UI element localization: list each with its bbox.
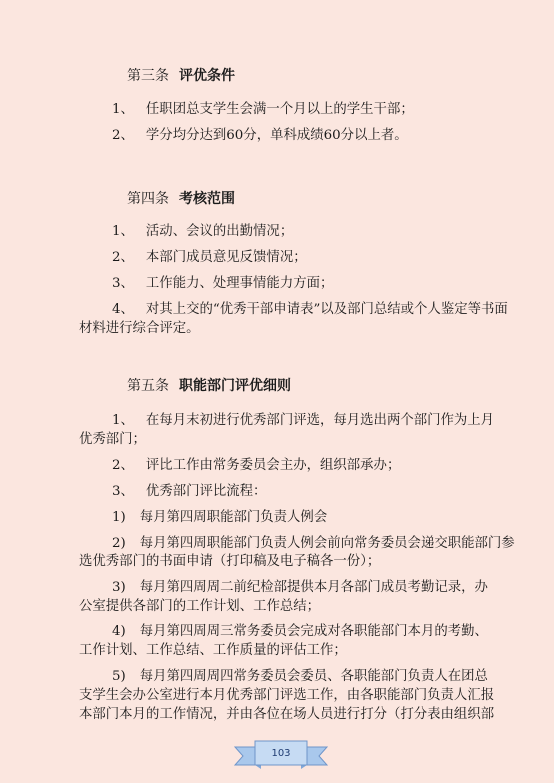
article-4-title: 考核范围: [179, 191, 235, 207]
item-text: 活动、会议的出勤情况；: [145, 224, 294, 239]
subitem-number: 2): [112, 536, 126, 551]
ribbon-right-tail: [307, 747, 327, 765]
item-text: 评比工作由常务委员会主办，组织部承办；: [145, 458, 401, 473]
article-4-label: 第四条: [127, 191, 169, 207]
subitem-number: 5): [112, 669, 126, 684]
subitem-3: [112, 579, 488, 597]
subitem-number: 4): [112, 624, 126, 639]
item-number: 2、: [112, 250, 134, 265]
subitem-2-continuation: 选优秀部门的书面申请（打印稿及电子稿各一份）；: [79, 554, 381, 569]
item-text: 优秀部门评比流程：: [145, 484, 267, 499]
item-number: 3、: [112, 484, 134, 499]
item-number: 1、: [112, 102, 134, 117]
subitem-text: 每月第四周职能部门负责人例会: [139, 510, 328, 525]
item-text: 任职团总支学生会满一个月以上的学生干部；: [145, 102, 414, 117]
item-number: 1、: [112, 224, 134, 239]
subitem-4-continuation: 工作计划、工作总结、工作质量的评估工作；: [79, 643, 347, 658]
subitem-text: 每月第四周职能部门负责人例会前向常务委员会递交职能部门参: [139, 536, 515, 551]
item-number: 4、: [112, 302, 134, 317]
subitem-4: [112, 623, 488, 641]
subitem-5-continuation: 支学生会办公室进行本月优秀部门评选工作，由各职能部门负责人汇报: [79, 688, 495, 703]
article-5-label: 第五条: [127, 378, 169, 394]
subitem-text: 每月第四周周二前纪检部提供本月各部门成员考勤记录，办: [139, 580, 488, 595]
article-4-item-4-continuation: 材料进行综合评定。: [79, 321, 200, 336]
article-5-item-2: [112, 457, 400, 475]
item-text: 在每月末初进行优秀部门评选，每月选出两个部门作为上月: [145, 413, 495, 428]
item-number: 2、: [112, 458, 134, 473]
item-number: 2、: [112, 128, 134, 143]
article-5-title: 职能部门评优细则: [179, 378, 291, 394]
page-number: 103: [271, 748, 291, 759]
article-3-item-2: [112, 127, 408, 145]
subitem-text: 每月第四周周四常务委员会委员、各职能部门负责人在团总: [139, 669, 488, 684]
article-5-heading: [127, 377, 291, 395]
article-4-item-4: [112, 301, 508, 319]
article-5-item-1-continuation: 优秀部门；: [79, 432, 146, 447]
article-4-item-1: [112, 223, 293, 241]
article-5-item-1: [112, 412, 494, 430]
article-3-title: 评优条件: [179, 68, 235, 84]
article-4-heading: [127, 190, 235, 208]
item-number: 1、: [112, 413, 134, 428]
item-text: 工作能力、处理事情能力方面；: [145, 276, 334, 291]
subitem-1: [112, 509, 327, 527]
subitem-text: 每月第四周周三常务委员会完成对各职能部门本月的考勤、: [139, 624, 488, 639]
article-4-item-2: [112, 249, 307, 267]
subitem-5-continuation-2: 本部门本月的工作情况，并由各位在场人员进行打分（打分表由组织部: [79, 707, 495, 722]
article-3-label: 第三条: [127, 68, 169, 84]
item-number: 3、: [112, 276, 134, 291]
subitem-number: 3): [112, 580, 126, 595]
subitem-number: 1): [112, 510, 126, 525]
item-text: 对其上交的“优秀干部申请表”以及部门总结或个人鉴定等书面: [145, 302, 508, 317]
ribbon-left-tail: [235, 747, 255, 765]
article-3-heading: [127, 67, 235, 85]
article-3-item-1: [112, 101, 414, 119]
subitem-3-continuation: 公室提供各部门的工作计划、工作总结；: [79, 599, 321, 614]
subitem-5: [112, 668, 488, 686]
article-4-item-3: [112, 275, 333, 293]
subitem-2: [112, 535, 515, 553]
item-text: 学分均分达到60分，单科成绩60分以上者。: [145, 128, 408, 143]
article-5-item-3: [112, 483, 266, 501]
item-text: 本部门成员意见反馈情况；: [145, 250, 307, 265]
